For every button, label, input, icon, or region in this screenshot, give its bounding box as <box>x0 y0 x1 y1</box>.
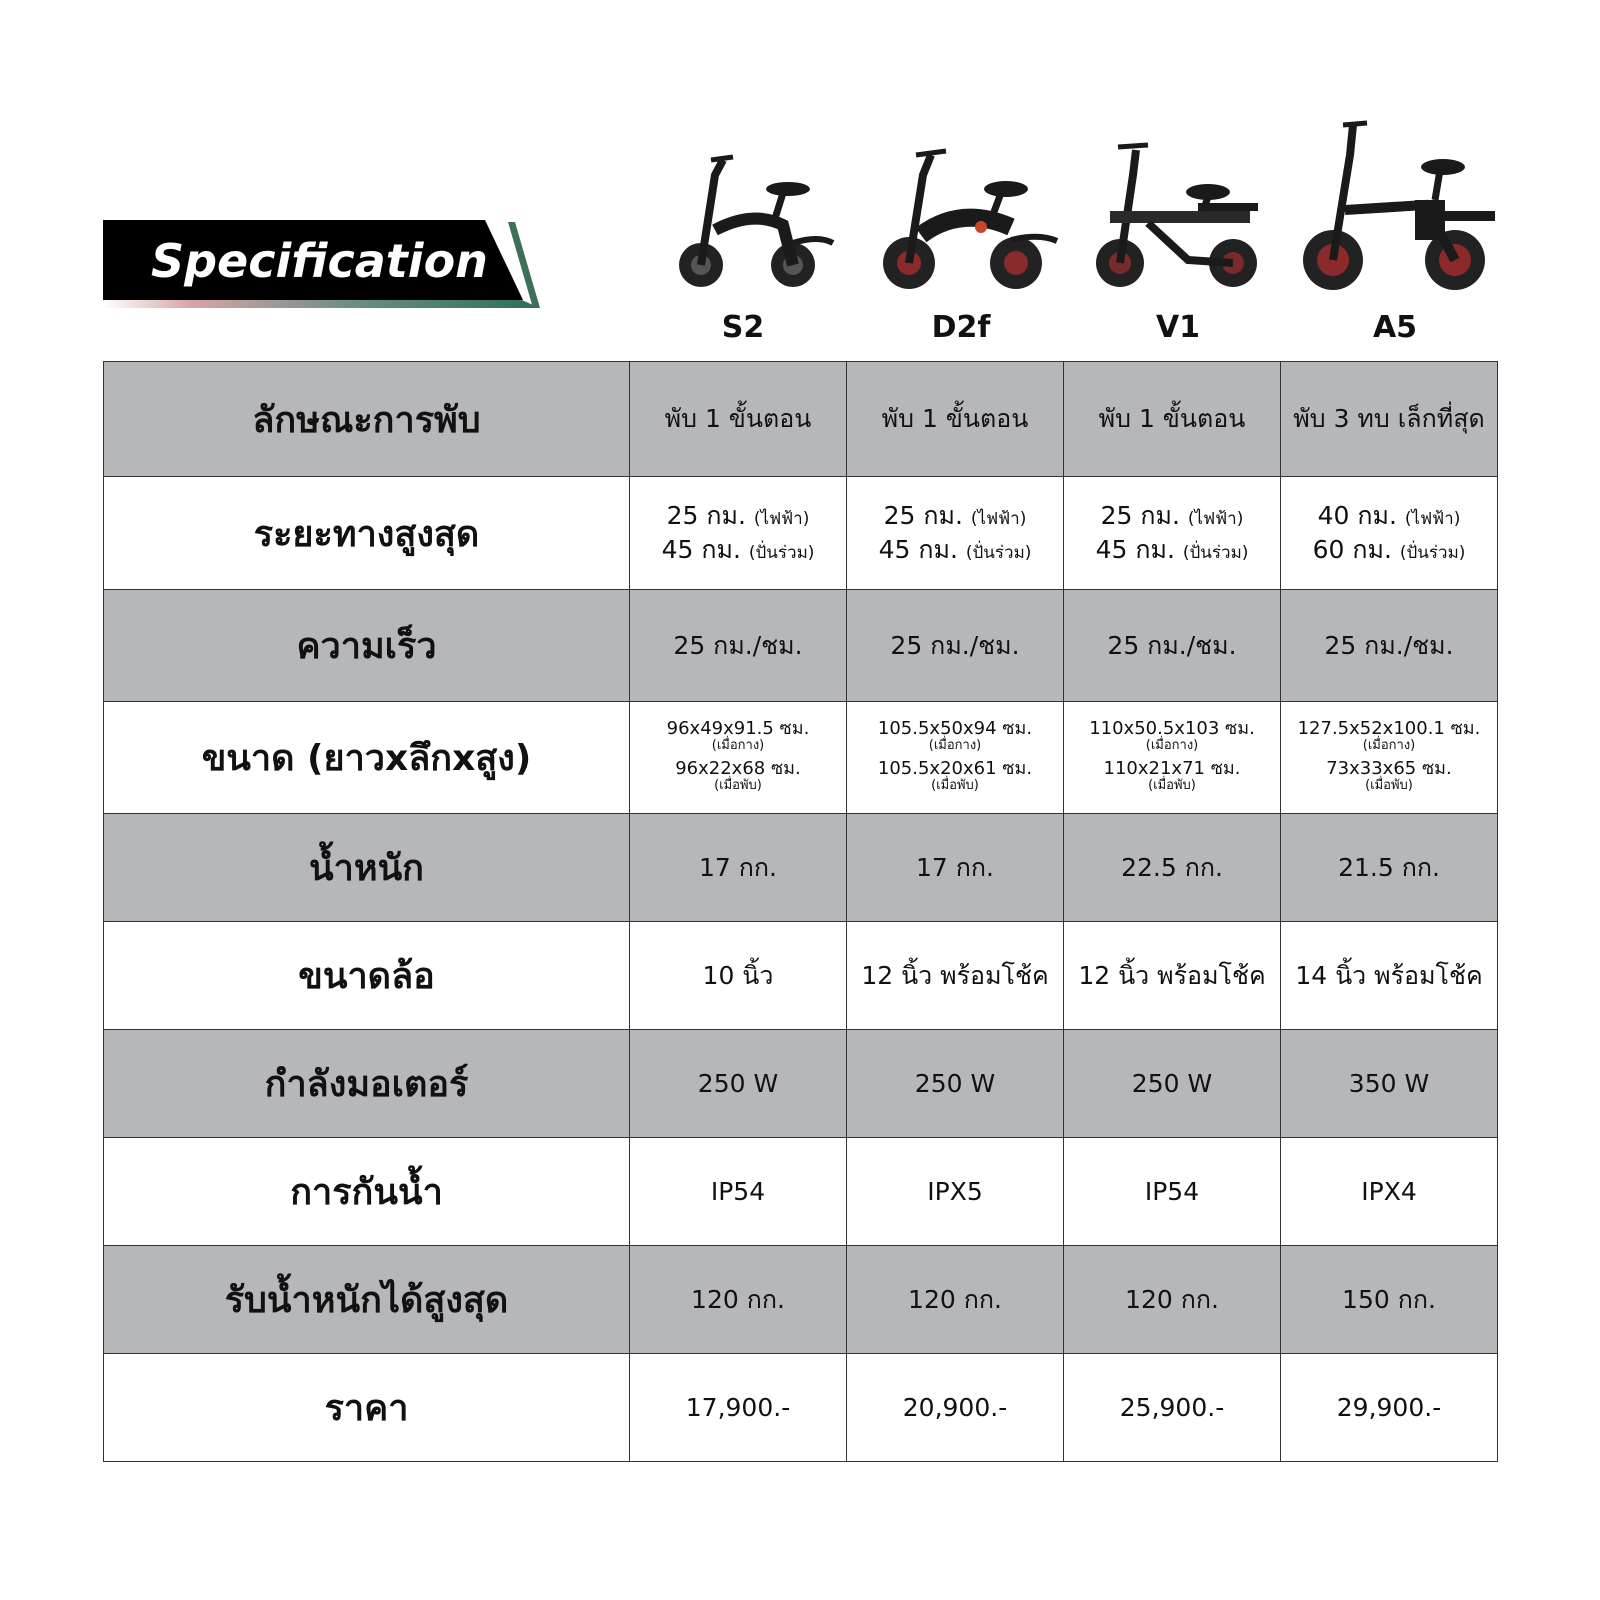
row-waterproof <box>104 1138 1498 1246</box>
row-label: การกันน้ำ <box>104 1138 630 1246</box>
scooter-v1-image <box>1078 115 1278 295</box>
cell-v1: 250 W <box>1064 1030 1281 1138</box>
cell-d2f: พับ 1 ขั้นตอน <box>847 362 1064 477</box>
cell-a5: 150 กก. <box>1281 1246 1498 1354</box>
product-name: V1 <box>1155 310 1201 345</box>
row-label: ระยะทางสูงสุด <box>104 477 630 590</box>
cell-a5: 40 กม. (ไฟฟ้า) 60 กม. (ปั่นร่วม) <box>1281 477 1498 590</box>
scooter-d2f-image <box>861 115 1061 295</box>
cell-s2: 17,900.- <box>630 1354 847 1462</box>
row-label: ลักษณะการพับ <box>104 362 630 477</box>
cell-d2f: 105.5x50x94 ซม. (เมื่อกาง) 105.5x20x61 ซม. (เมื่อพับ) <box>847 702 1064 814</box>
cell-s2: IP54 <box>630 1138 847 1246</box>
cell-s2: พับ 1 ขั้นตอน <box>630 362 847 477</box>
cell-d2f: 20,900.- <box>847 1354 1064 1462</box>
cell-v1: 22.5 กก. <box>1064 814 1281 922</box>
product-name: A5 <box>1372 310 1418 345</box>
cell-v1: 12 นิ้ว พร้อมโช้ค <box>1064 922 1281 1030</box>
row-label: ความเร็ว <box>104 590 630 702</box>
product-name: S2 <box>721 310 765 345</box>
row-max-load <box>104 1246 1498 1354</box>
cell-a5: 29,900.- <box>1281 1354 1498 1462</box>
row-label: ขนาดล้อ <box>104 922 630 1030</box>
cell-v1: 25 กม./ชม. <box>1064 590 1281 702</box>
row-folding <box>104 362 1498 477</box>
cell-s2: 25 กม./ชม. <box>630 590 847 702</box>
cell-v1: 120 กก. <box>1064 1246 1281 1354</box>
row-speed <box>104 590 1498 702</box>
cell-d2f: IPX5 <box>847 1138 1064 1246</box>
cell-a5: 14 นิ้ว พร้อมโช้ค <box>1281 922 1498 1030</box>
cell-v1: 25 กม. (ไฟฟ้า) 45 กม. (ปั่นร่วม) <box>1064 477 1281 590</box>
cell-a5: 25 กม./ชม. <box>1281 590 1498 702</box>
cell-a5: IPX4 <box>1281 1138 1498 1246</box>
row-label: รับน้ำหนักได้สูงสุด <box>104 1246 630 1354</box>
cell-s2: 96x49x91.5 ซม. (เมื่อกาง) 96x22x68 ซม. (เมื่อพับ) <box>630 702 847 814</box>
row-label: ขนาด (ยาวxลึกxสูง) <box>104 702 630 814</box>
cell-a5: 350 W <box>1281 1030 1498 1138</box>
cell-v1: พับ 1 ขั้นตอน <box>1064 362 1281 477</box>
product-a5 <box>1287 115 1503 355</box>
cell-s2: 120 กก. <box>630 1246 847 1354</box>
cell-a5: 127.5x52x100.1 ซม. (เมื่อกาง) 73x33x65 ซม. (เมื่อพับ) <box>1281 702 1498 814</box>
cell-d2f: 17 กก. <box>847 814 1064 922</box>
row-wheel-size <box>104 922 1498 1030</box>
row-label: น้ำหนัก <box>104 814 630 922</box>
cell-d2f: 120 กก. <box>847 1246 1064 1354</box>
row-weight <box>104 814 1498 922</box>
row-label: กำลังมอเตอร์ <box>104 1030 630 1138</box>
cell-s2: 10 นิ้ว <box>630 922 847 1030</box>
scooter-a5-image <box>1295 115 1495 295</box>
product-d2f <box>853 115 1069 355</box>
row-label: ราคา <box>104 1354 630 1462</box>
specification-banner <box>103 220 543 310</box>
cell-d2f: 12 นิ้ว พร้อมโช้ค <box>847 922 1064 1030</box>
scooter-s2-image <box>643 115 843 295</box>
cell-s2: 250 W <box>630 1030 847 1138</box>
cell-v1: 25,900.- <box>1064 1354 1281 1462</box>
product-s2 <box>635 115 851 355</box>
product-name: D2f <box>931 310 991 345</box>
spec-table <box>103 361 1498 1462</box>
cell-v1: IP54 <box>1064 1138 1281 1246</box>
cell-a5: 21.5 กก. <box>1281 814 1498 922</box>
cell-s2: 25 กม. (ไฟฟ้า) 45 กม. (ปั่นร่วม) <box>630 477 847 590</box>
page-title: Specification <box>151 234 488 288</box>
cell-d2f: 250 W <box>847 1030 1064 1138</box>
row-range <box>104 477 1498 590</box>
row-price <box>104 1354 1498 1462</box>
product-v1 <box>1070 115 1286 355</box>
cell-v1: 110x50.5x103 ซม. (เมื่อกาง) 110x21x71 ซม. (เมื่อพับ) <box>1064 702 1281 814</box>
cell-d2f: 25 กม. (ไฟฟ้า) 45 กม. (ปั่นร่วม) <box>847 477 1064 590</box>
cell-d2f: 25 กม./ชม. <box>847 590 1064 702</box>
row-motor-power <box>104 1030 1498 1138</box>
cell-s2: 17 กก. <box>630 814 847 922</box>
row-dimensions <box>104 702 1498 814</box>
cell-a5: พับ 3 ทบ เล็กที่สุด <box>1281 362 1498 477</box>
